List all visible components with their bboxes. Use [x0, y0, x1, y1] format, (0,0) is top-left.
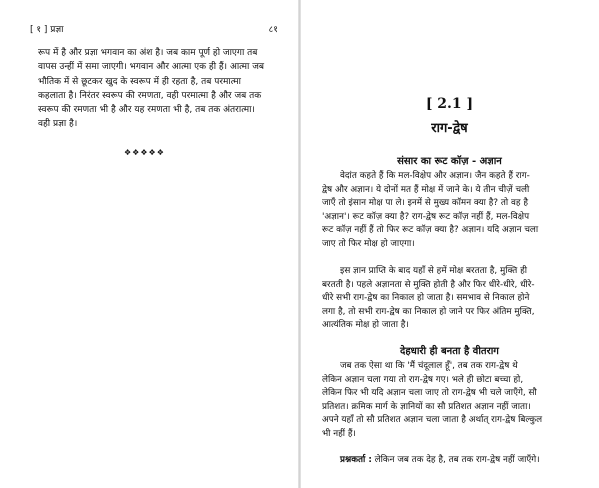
- text-line: रूप में है और प्रज्ञा भगवान का अंश है। जब काम पूर्ण हो जाएगा तब: [38, 48, 258, 58]
- text-line: भौतिक में से छूटकर खुद के स्वरूप में ही रहता है, तब परमात्मा: [38, 76, 241, 87]
- text-line: लेकिन फिर भी यदि अज्ञान चला जाए तो राग-द्वेष भी चले जाएँगे, सौ: [322, 388, 537, 399]
- text-line: कहलाता है। निरंतर स्वरूप की रमणता, वही परमात्मा है और जब तक: [38, 90, 262, 101]
- section-heading: संसार का रूट कॉज़ - अज्ञान: [397, 156, 502, 167]
- question-paragraph: [322, 454, 577, 468]
- chapter-title: राग-द्वेष: [431, 121, 468, 136]
- section-end-ornament: ❖❖❖❖❖: [124, 148, 165, 157]
- text-line: रूट कॉज़ नहीं हैं तो फिर रूट कॉज़ क्या है? अज्ञान। यदि अज्ञान चला: [322, 225, 539, 236]
- text-line: जाए तो फिर मोक्ष हो जाएगा।: [322, 238, 415, 249]
- right-page: [300, 0, 599, 488]
- paragraph: [322, 265, 577, 333]
- text-line: धीरे सभी राग-द्वेष का निकाल हो जाता है। समभाव से निकाल होने: [322, 293, 530, 304]
- text-line: वेदांत कहते हैं कि मल-विक्षेप और अज्ञान। जैन कहते हैं राग-: [340, 171, 530, 181]
- text-line: वापस उन्हीं में समा जाएगी। भगवान और आत्मा एक ही हैं। आत्मा जब: [38, 62, 265, 73]
- text-line: अपने यहाँ तो सौ प्रतिशत अज्ञान चला जाता है अर्थात् राग-द्वेष बिल्कुल: [322, 415, 543, 426]
- text-line: जाएँ तो इंसान मोक्ष पा ले। इनमें से मुख्य कॉमन क्या है? तो वह है: [322, 198, 529, 209]
- text-line: आत्यंतिक मोक्ष हो जाता है।: [322, 320, 409, 331]
- text-line: भी नहीं हैं।: [322, 428, 356, 439]
- question-text: लेकिन जब तक देह है, तब तक राग-द्वेष नहीं जाएँगे।: [371, 455, 540, 465]
- paragraph: [322, 170, 577, 252]
- chapter-running-head: [ १ ] प्रज्ञा: [30, 25, 64, 35]
- questioner-label: प्रश्नकर्ता :: [340, 455, 372, 465]
- text-line: इस ज्ञान प्राप्ति के बाद यहाँ से हमें मोक्ष बरतता है, मुक्ति ही: [340, 266, 528, 276]
- page-number: ८१: [268, 25, 278, 35]
- text-line: द्वेष और अज्ञान। ये दोनों मत हैं मोक्ष में जाने के। ये तीन चीज़ें चली: [322, 184, 530, 195]
- text-line: प्रतिशत। क्रमिक मार्ग के ज्ञानियों का सौ प्रतिशत अज्ञान नहीं जाता।: [322, 401, 531, 412]
- text-line: स्वरूप की रमणता भी है और यह रमणता भी है, तब तक अंतरात्मा।: [38, 105, 255, 116]
- text-line: बरतती है। पहले अज्ञानता से मुक्ति होती है और फिर धीरे-धीरे, धीरे-: [322, 279, 535, 290]
- text-line: वही प्रज्ञा है।: [38, 119, 78, 130]
- left-page-paragraph: [38, 46, 273, 132]
- chapter-number: [ 2.1 ]: [425, 96, 474, 112]
- paragraph: [322, 360, 577, 442]
- question-line: [322, 454, 577, 468]
- section-heading: देहधारी ही बनता है वीतराग: [400, 346, 499, 357]
- left-page-header: [30, 22, 278, 36]
- text-line: जब तक ऐसा था कि 'मैं चंदूलाल हूँ', तब तक राग-द्वेष थे: [340, 361, 518, 371]
- text-line: 'अज्ञान'। रूट कॉज़ क्या है? राग-द्वेष रूट कॉज़ नहीं हैं, मल-विक्षेप: [322, 211, 530, 222]
- text-line: लेकिन अज्ञान चला गया तो राग-द्वेष गए। भले ही छोटा बच्चा हो,: [322, 374, 524, 385]
- text-line: लगा है, तो सभी राग-द्वेष का निकाल हो जाने पर फिर अंतिम मुक्ति,: [322, 306, 535, 317]
